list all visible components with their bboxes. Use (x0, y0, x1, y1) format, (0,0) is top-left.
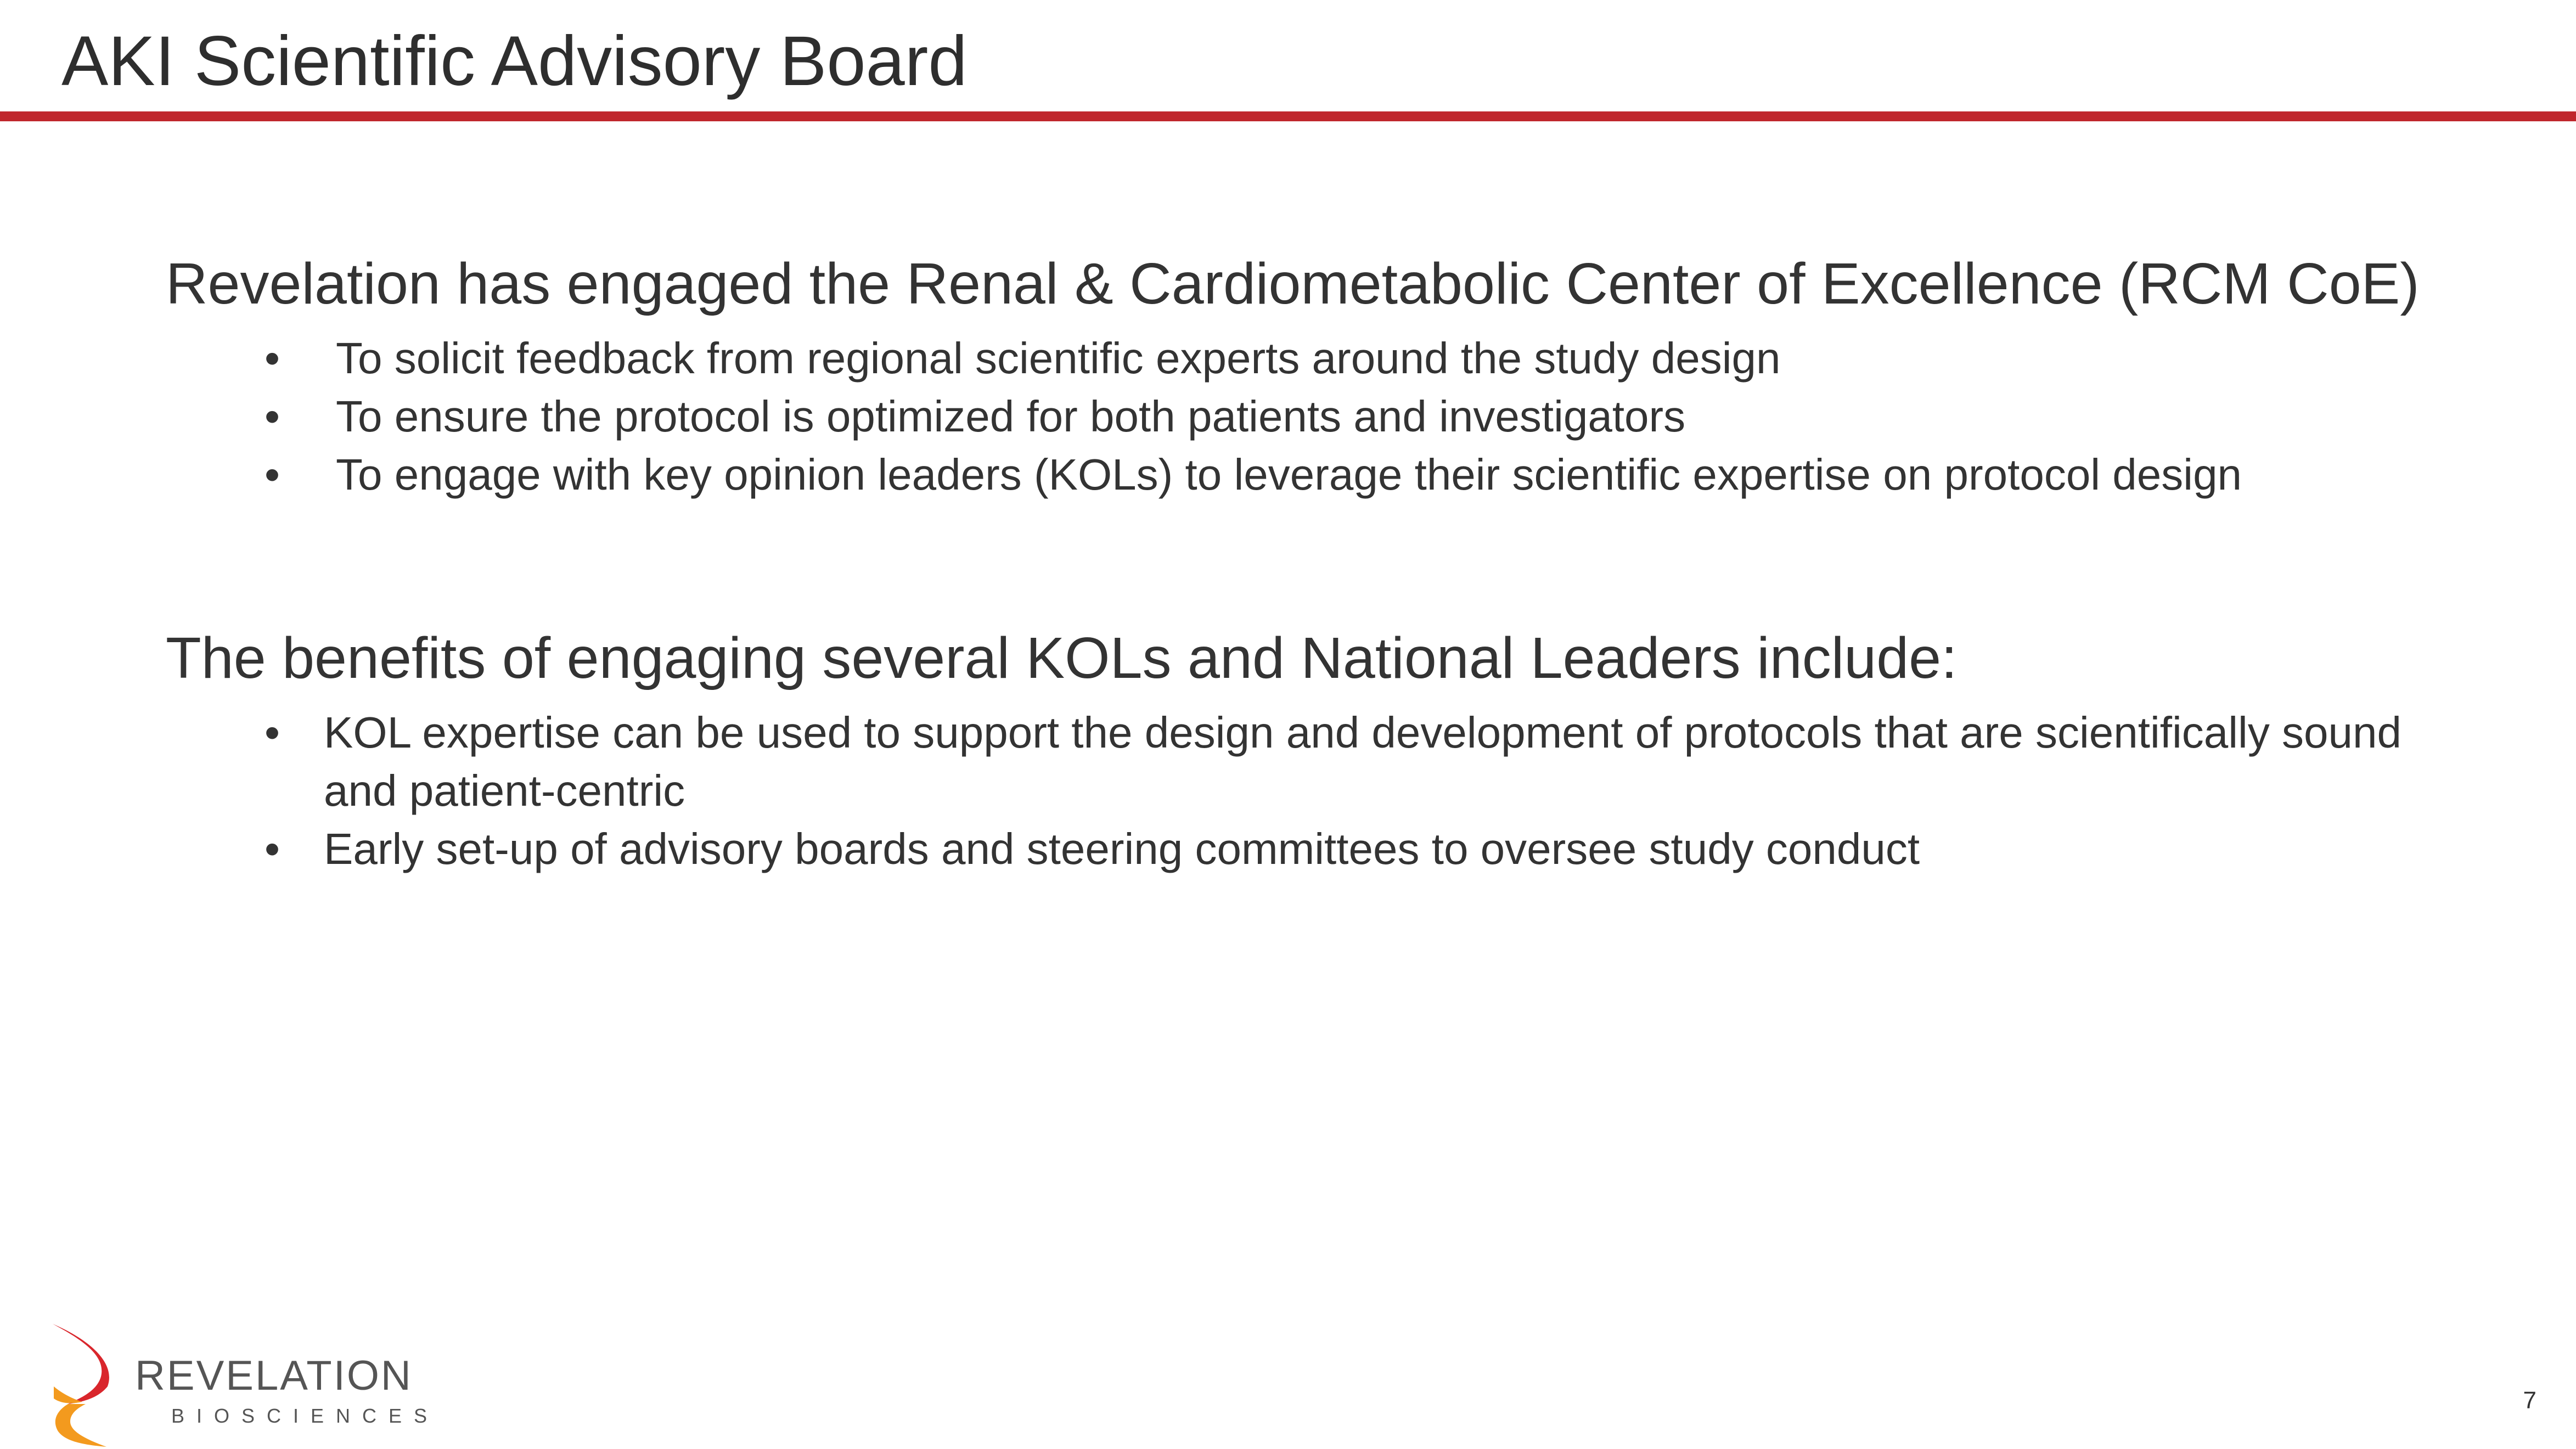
bullet-text: To solicit feedback from regional scientific experts around the study design (336, 334, 1781, 383)
section-heading: Revelation has engaged the Renal & Cardiometabolic Center of Excellence (RCM CoE) (166, 251, 2420, 316)
helix-logo-icon (46, 1322, 117, 1448)
bullet-glyph: • (264, 824, 280, 873)
list-item (166, 704, 2471, 820)
bullet-glyph: • (264, 708, 280, 757)
list-item (166, 387, 2471, 446)
list-item (166, 329, 2471, 387)
bullet-list (166, 329, 2471, 504)
list-item (166, 820, 2471, 878)
section-benefits (166, 617, 2471, 878)
section-heading: The benefits of engaging several KOLs and National Leaders include: (166, 626, 1958, 690)
bullet-glyph: • (264, 450, 280, 499)
list-item (166, 446, 2471, 504)
logo-wordmark: REVELATION (135, 1352, 413, 1399)
bullet-text: KOL expertise can be used to support the design and development of protocols that are scientifically sound and patient-centric (324, 708, 2402, 815)
title-divider (0, 111, 2576, 121)
page-number: 7 (2523, 1387, 2536, 1414)
bullet-text: To ensure the protocol is optimized for both patients and investigators (336, 392, 1686, 441)
bullet-glyph: • (264, 392, 280, 441)
slide-title: AKI Scientific Advisory Board (61, 22, 968, 100)
company-logo (46, 1322, 440, 1449)
section-rcm-coe (166, 243, 2471, 504)
logo-tagline: BIOSCIENCES (171, 1405, 440, 1427)
bullet-glyph: • (264, 334, 280, 383)
bullet-list (166, 704, 2471, 878)
bullet-text: To engage with key opinion leaders (KOLs) to leverage their scientific expertise on protocol design (336, 450, 2242, 499)
bullet-text: Early set-up of advisory boards and steering committees to oversee study conduct (324, 824, 1920, 873)
